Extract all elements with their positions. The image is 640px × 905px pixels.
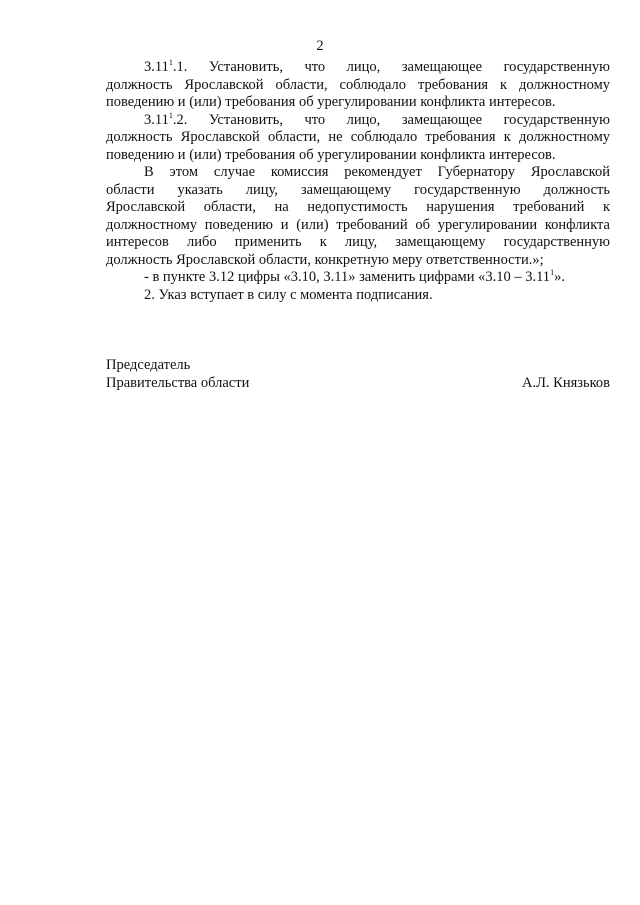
paragraph-line: области указать лицу, замещающему государственную должность xyxy=(106,181,610,198)
paragraph-line: поведению и (или) требования об урегулировании конфликта интересов. xyxy=(106,94,556,110)
page-number: 2 xyxy=(316,38,324,54)
signatory-title-line-2: Правительства области xyxy=(106,375,250,391)
paragraph-line: должность Ярославской области, не соблюдало требования к должностному xyxy=(106,129,610,145)
clause-number-suffix: .1. xyxy=(172,59,188,75)
text-segment: Установить, что лицо, замещающее государственную xyxy=(187,111,610,128)
text-segment: - в пункте 3.12 цифры «3.10, 3.11» заменить цифрами «3.10 – 3.11 xyxy=(144,269,551,285)
signatory-name: А.Л. Князьков xyxy=(521,375,610,391)
paragraph-line: поведению и (или) требования об урегулировании конфликта интересов. xyxy=(106,146,556,163)
signature-row xyxy=(106,374,610,392)
document-body xyxy=(106,59,610,304)
superscript: 1 xyxy=(168,58,173,67)
paragraph-line: должность Ярославской области, соблюдало требования к должностному xyxy=(106,76,610,93)
paragraph-line xyxy=(106,59,610,77)
signatory-title-line-1: Председатель xyxy=(106,357,191,373)
paragraph-item-3-12 xyxy=(106,269,610,287)
paragraph-line: 2. Указ вступает в силу с момента подписания. xyxy=(144,286,433,303)
clause-number: 3.11 xyxy=(144,59,169,75)
clause-number-suffix: .2. xyxy=(172,111,188,128)
text-segment: Установить, что лицо, замещающее государственную xyxy=(187,59,610,75)
paragraph-line: должность Ярославской области, конкретную меру ответственности.»; xyxy=(106,251,544,268)
paragraph-line xyxy=(106,112,610,130)
paragraph-line: должностному поведению и (или) требований об урегулировании конфликта xyxy=(106,216,610,233)
paragraph-line: интересов либо применить к лицу, замещающему государственную xyxy=(106,234,610,250)
paragraph-3-11-1-2 xyxy=(106,112,610,165)
paragraph-line xyxy=(106,269,610,287)
superscript: 1 xyxy=(550,268,555,277)
paragraph-3-11-1-1 xyxy=(106,59,610,112)
paragraph-line: Ярославской области, на недопустимость нарушения требований к xyxy=(106,199,610,215)
signature-block xyxy=(106,356,610,392)
paragraph-effective-date xyxy=(106,287,610,305)
text-segment: ». xyxy=(554,269,565,285)
clause-number: 3.11 xyxy=(144,111,169,128)
paragraph-line: В этом случае комиссия рекомендует Губернатору Ярославской xyxy=(144,164,610,180)
superscript: 1 xyxy=(168,110,173,120)
paragraph-commission-recommendation xyxy=(106,164,610,269)
